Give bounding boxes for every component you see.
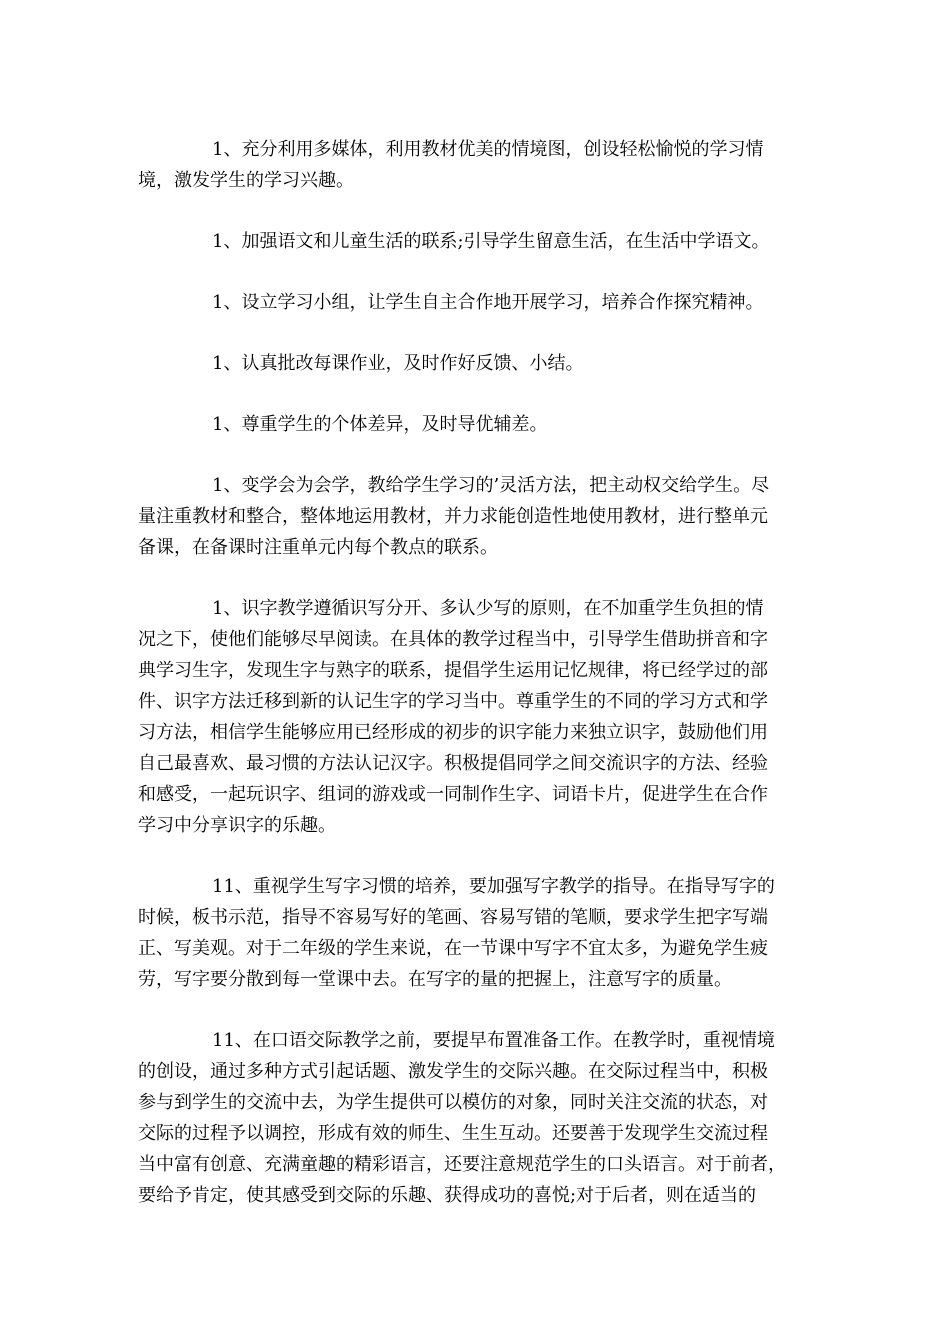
text-line: 11、重视学生写字习惯的培养，要加强写字教学的指导。在指导写字的 [212, 876, 775, 897]
text-line: 1、识字教学遵循识写分开、多认少写的原则，在不加重学生负担的情 [212, 598, 764, 619]
text-line: 境，激发学生的学习兴趣。 [138, 170, 354, 191]
text-line: 量注重教材和整合，整体地运用教材，并力求能创造性地使用教材，进行整单元 [138, 506, 768, 527]
text-line: 1、尊重学生的个体差异，及时导优辅差。 [212, 414, 548, 435]
text-line: 参与到学生的交流中去，为学生提供可以模仿的对象，同时关注交流的状态，对 [138, 1092, 768, 1113]
paragraph-individual-differences [138, 409, 812, 440]
paragraph-literacy-teaching [138, 593, 812, 841]
text-line: 习方法，相信学生能够应用已经形成的初步的识字能力来独立识字，鼓励他们用 [138, 722, 768, 743]
text-line: 和感受，一起玩识字、组词的游戏或一同制作生字、词语卡片，促进学生在合作 [138, 784, 768, 805]
paragraph-homework [138, 348, 812, 379]
paragraph-learning-methods [138, 470, 812, 563]
text-line: 正、写美观。对于二年级的学生来说，在一节课中写字不宜太多，为避免学生疲 [138, 938, 768, 959]
text-line: 典学习生字，发现生字与熟字的联系，提倡学生运用记忆规律，将已经学过的部 [138, 660, 768, 681]
text-line: 当中富有创意、充满童趣的精彩语言，还要注意规范学生的口头语言。对于前者， [138, 1154, 786, 1175]
text-line: 要给予肯定，使其感受到交际的乐趣、获得成功的喜悦;对于后者，则在适当的 [138, 1185, 757, 1206]
document-page [138, 134, 812, 1241]
text-line: 时候，板书示范，指导不容易写好的笔画、容易写错的笔顺，要求学生把字写端 [138, 907, 768, 928]
paragraph-multimedia [138, 134, 812, 196]
text-line: 1、设立学习小组，让学生自主合作地开展学习，培养合作探究精神。 [212, 292, 764, 313]
text-line: 的创设，通过多种方式引起话题、激发学生的交际兴趣。在交际过程当中，积极 [138, 1061, 768, 1082]
text-line: 交际的过程予以调控，形成有效的师生、生生互动。还要善于发现学生交流过程 [138, 1123, 768, 1144]
text-line: 1、加强语文和儿童生活的联系;引导学生留意生活，在生活中学语文。 [212, 231, 770, 252]
text-line: 学习中分享识字的乐趣。 [138, 815, 336, 836]
text-line: 劳，写字要分散到每一堂课中去。在写字的量的把握上，注意写字的质量。 [138, 969, 732, 990]
text-line: 件、识字方法迁移到新的认记生字的学习当中。尊重学生的不同的学习方式和学 [138, 691, 768, 712]
text-line: 1、变学会为会学，教给学生学习的’灵活方法，把主动权交给学生。尽 [212, 475, 770, 496]
text-line: 1、充分利用多媒体，利用教材优美的情境图，创设轻松愉悦的学习情 [212, 139, 764, 160]
paragraph-life-connection [138, 226, 812, 257]
text-line: 备课，在备课时注重单元内每个教点的联系。 [138, 537, 498, 558]
paragraph-study-groups [138, 287, 812, 318]
paragraph-oral-communication [138, 1025, 812, 1211]
text-line: 1、认真批改每课作业，及时作好反馈、小结。 [212, 353, 584, 374]
paragraph-writing-habits [138, 871, 812, 995]
text-line: 自己最喜欢、最习惯的方法认记汉字。积极提倡同学之间交流识字的方法、经验 [138, 753, 768, 774]
text-line: 况之下，使他们能够尽早阅读。在具体的教学过程当中，引导学生借助拼音和字 [138, 629, 768, 650]
text-line: 11、在口语交际教学之前，要提早布置准备工作。在教学时，重视情境 [212, 1030, 775, 1051]
